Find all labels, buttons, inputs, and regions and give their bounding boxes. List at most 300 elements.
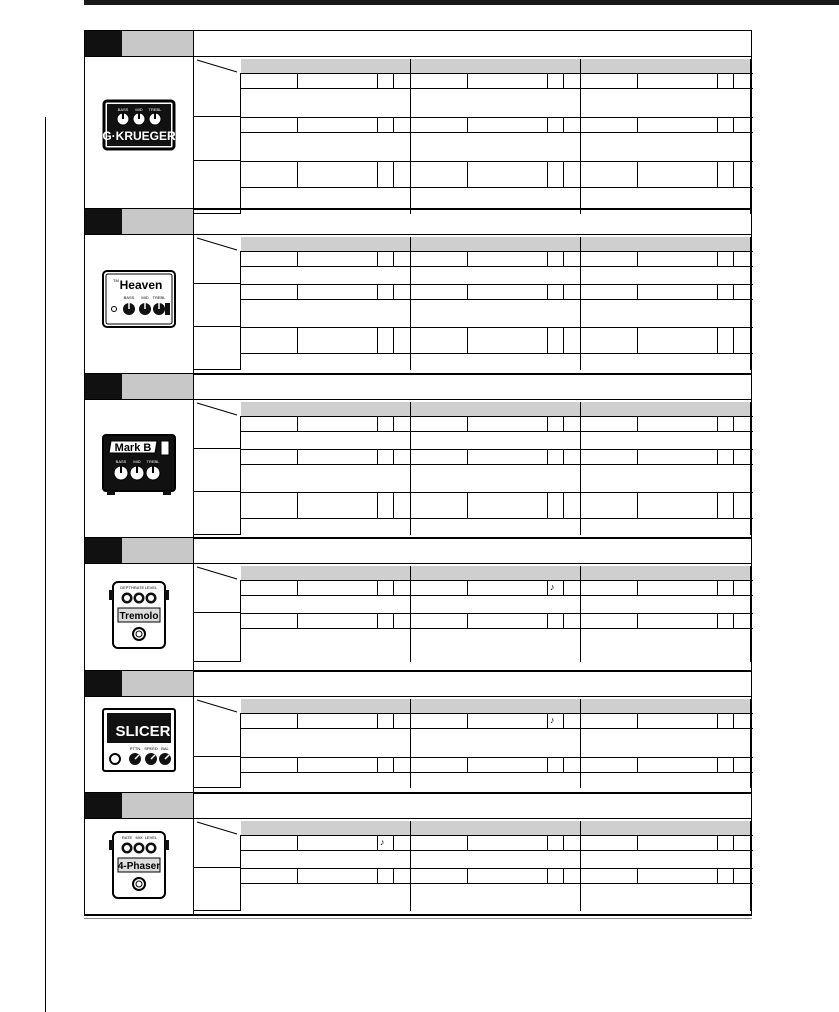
- cell-divider: [733, 492, 734, 518]
- parameter-row-rule: [241, 449, 753, 450]
- cell-divider: [393, 757, 394, 772]
- cell-divider: [377, 580, 378, 595]
- column-header-rule: [241, 73, 753, 74]
- cell-divider: [377, 251, 378, 266]
- cell-divider: [297, 161, 298, 187]
- cell-divider: [297, 757, 298, 772]
- cell-divider: [377, 492, 378, 518]
- cell-divider: [410, 449, 411, 492]
- parameter-row-rule: [241, 492, 753, 493]
- cell-divider: [637, 161, 638, 187]
- cell-divider: [547, 449, 548, 464]
- stompbox-icon: [99, 705, 179, 785]
- cell-divider: [393, 713, 394, 728]
- cell-divider: [467, 327, 468, 353]
- stompbox-icon: [99, 828, 179, 908]
- cell-divider: [393, 449, 394, 464]
- cell-divider: [717, 713, 718, 728]
- parameter-column-header: [241, 402, 411, 416]
- value-row-rule: [241, 518, 753, 519]
- column-header-rule: [241, 580, 753, 581]
- cell-divider: [637, 251, 638, 266]
- svg-text:MID: MID: [133, 459, 141, 464]
- cell-divider: [547, 161, 548, 187]
- cell-divider: [750, 613, 751, 662]
- cell-divider: [547, 835, 548, 850]
- cell-divider: [733, 580, 734, 595]
- cell-divider: [637, 713, 638, 728]
- cell-divider: [580, 868, 581, 911]
- stompbox-icon: [99, 578, 179, 658]
- cell-divider: [410, 327, 411, 370]
- svg-text:DEPTH: DEPTH: [120, 585, 134, 590]
- svg-text:BASS: BASS: [117, 107, 129, 112]
- cell-divider: [393, 580, 394, 595]
- cell-divider: [750, 713, 751, 757]
- cell-divider: [580, 580, 581, 613]
- parameter-row-label: [194, 580, 241, 613]
- value-row-rule: [241, 132, 753, 133]
- effect-image-cell: [85, 564, 194, 671]
- cell-divider: [580, 251, 581, 284]
- cell-divider: [377, 757, 378, 772]
- cell-divider: [750, 492, 751, 535]
- section-header: [85, 209, 751, 235]
- svg-text:MIX: MIX: [135, 835, 143, 840]
- effect-image-cell: [85, 819, 194, 916]
- cell-divider: [547, 73, 548, 88]
- parameter-column-header: [581, 566, 751, 580]
- parameter-column-header: [411, 821, 581, 835]
- cell-divider: [563, 757, 564, 772]
- value-row-rule: [241, 728, 753, 729]
- section-title-box: [122, 671, 194, 696]
- cell-divider: [637, 757, 638, 772]
- section-number-box: [85, 209, 122, 234]
- cell-divider: [547, 713, 548, 728]
- cell-divider: [393, 73, 394, 88]
- cell-divider: [563, 73, 564, 88]
- svg-text:BAL: BAL: [161, 746, 169, 751]
- parameter-column-header: [241, 821, 411, 835]
- cell-divider: [547, 117, 548, 132]
- cell-divider: [733, 117, 734, 132]
- parameter-column-header: [241, 699, 411, 713]
- section-title-box: [122, 209, 194, 234]
- cell-divider: [393, 251, 394, 266]
- cell-divider: [297, 613, 298, 628]
- cell-divider: [717, 868, 718, 883]
- parameter-column-header: [411, 699, 581, 713]
- parameter-row-rule: [241, 327, 753, 328]
- cell-divider: [377, 416, 378, 431]
- cell-divider: [563, 835, 564, 850]
- cell-divider: [393, 868, 394, 883]
- cell-divider: [580, 613, 581, 662]
- cell-divider: [750, 835, 751, 868]
- parameter-column-header: [581, 237, 751, 251]
- cell-divider: [377, 613, 378, 628]
- svg-text:RATE: RATE: [121, 835, 133, 840]
- section-header: [85, 374, 751, 400]
- section-title-box: [122, 374, 194, 399]
- value-row-rule: [241, 595, 753, 596]
- cell-divider: [547, 284, 548, 299]
- cell-divider: [733, 416, 734, 431]
- cell-divider: [733, 835, 734, 850]
- cell-divider: [563, 492, 564, 518]
- cell-divider: [637, 117, 638, 132]
- cell-divider: [563, 161, 564, 187]
- cell-divider: [377, 117, 378, 132]
- cell-divider: [637, 835, 638, 850]
- cell-divider: [410, 251, 411, 284]
- cell-divider: [750, 449, 751, 492]
- parameter-column-header: [411, 237, 581, 251]
- cell-divider: [547, 492, 548, 518]
- cell-divider: [377, 73, 378, 88]
- cell-divider: [297, 492, 298, 518]
- cell-divider: [410, 580, 411, 613]
- svg-text:Tremolo: Tremolo: [119, 611, 159, 622]
- cell-divider: [410, 835, 411, 868]
- cell-divider: [750, 73, 751, 117]
- cell-divider: [297, 251, 298, 266]
- cell-divider: [410, 713, 411, 757]
- parameter-row-label: [194, 835, 241, 868]
- cell-divider: [467, 73, 468, 88]
- cell-divider: [410, 492, 411, 535]
- cell-divider: [717, 327, 718, 353]
- value-row-rule: [241, 353, 753, 354]
- amp-head-icon: [99, 429, 179, 509]
- cell-divider: [297, 580, 298, 595]
- section-number-box: [85, 671, 122, 696]
- cell-divider: [580, 284, 581, 327]
- svg-text:Heaven: Heaven: [119, 278, 163, 292]
- diagonal-corner-cell: [193, 237, 241, 251]
- cell-divider: [637, 868, 638, 883]
- cell-divider: [377, 713, 378, 728]
- effect-section-heaven: [85, 209, 751, 374]
- cell-divider: [637, 449, 638, 464]
- cell-divider: [733, 757, 734, 772]
- cell-divider: [467, 613, 468, 628]
- effect-image-cell: [85, 400, 194, 538]
- parameter-row-label: [194, 117, 241, 161]
- margin-rule: [45, 117, 46, 1012]
- svg-text:SPEED: SPEED: [144, 746, 158, 751]
- bottom-rule: [84, 918, 752, 919]
- cell-divider: [637, 327, 638, 353]
- cell-divider: [563, 284, 564, 299]
- cell-divider: [733, 73, 734, 88]
- cell-divider: [547, 580, 548, 595]
- section-title-box: [122, 538, 194, 563]
- cell-divider: [717, 492, 718, 518]
- parameter-row-rule: [241, 161, 753, 162]
- value-row-rule: [241, 299, 753, 300]
- parameter-row-rule: [241, 868, 753, 869]
- cell-divider: [393, 284, 394, 299]
- parameter-column-header: [411, 566, 581, 580]
- parameter-row-label: [194, 713, 241, 757]
- svg-text:LEVEL: LEVEL: [144, 585, 158, 590]
- cell-divider: [580, 449, 581, 492]
- parameter-column-header: [581, 821, 751, 835]
- parameter-row-label: [194, 449, 241, 492]
- value-row-rule: [241, 464, 753, 465]
- cell-divider: [563, 416, 564, 431]
- cell-divider: [717, 449, 718, 464]
- diagonal-corner-cell: [193, 566, 241, 580]
- cell-divider: [733, 251, 734, 266]
- cell-divider: [410, 284, 411, 327]
- cell-divider: [563, 449, 564, 464]
- svg-text:BASS: BASS: [123, 295, 135, 300]
- cell-divider: [750, 284, 751, 327]
- cell-divider: [467, 251, 468, 266]
- section-header: [85, 31, 751, 57]
- cell-divider: [580, 73, 581, 117]
- svg-text:PTTN: PTTN: [129, 746, 141, 751]
- cell-divider: [717, 835, 718, 850]
- cell-divider: [467, 449, 468, 464]
- cell-divider: [750, 416, 751, 449]
- cell-divider: [563, 251, 564, 266]
- cell-divider: [733, 161, 734, 187]
- cell-divider: [410, 73, 411, 117]
- cell-divider: [297, 868, 298, 883]
- parameter-row-label: [194, 251, 241, 284]
- cell-divider: [467, 492, 468, 518]
- diagonal-corner-cell: [193, 821, 241, 835]
- cell-divider: [467, 117, 468, 132]
- parameter-row-label: [194, 613, 241, 662]
- section-header: [85, 671, 751, 697]
- cell-divider: [377, 327, 378, 353]
- parameter-column-header: [581, 699, 751, 713]
- value-row-rule: [241, 883, 753, 884]
- cell-divider: [467, 868, 468, 883]
- cell-divider: [297, 117, 298, 132]
- svg-text:RATE: RATE: [133, 585, 145, 590]
- value-row-rule: [241, 628, 753, 629]
- svg-text:TM: TM: [113, 278, 119, 283]
- parameter-column-header: [241, 566, 411, 580]
- parameter-row-label: [194, 492, 241, 535]
- cell-divider: [717, 757, 718, 772]
- tempo-sync-note-icon: ♪: [550, 582, 555, 592]
- parameter-row-label: [194, 416, 241, 449]
- effect-image-cell: [85, 697, 194, 793]
- cell-divider: [393, 835, 394, 850]
- cell-divider: [563, 580, 564, 595]
- cell-divider: [717, 251, 718, 266]
- cell-divider: [393, 492, 394, 518]
- column-header-rule: [241, 416, 753, 417]
- effect-section-tremolo: [85, 538, 751, 671]
- cell-divider: [750, 117, 751, 161]
- cell-divider: [717, 416, 718, 431]
- diagonal-corner-cell: [193, 59, 241, 73]
- cell-divider: [377, 835, 378, 850]
- cell-divider: [733, 613, 734, 628]
- tempo-sync-note-icon: ♪: [550, 715, 555, 725]
- value-row-rule: [241, 772, 753, 773]
- cell-divider: [563, 613, 564, 628]
- section-title-box: [122, 31, 194, 56]
- parameter-row-label: [194, 327, 241, 370]
- cell-divider: [393, 327, 394, 353]
- cell-divider: [297, 327, 298, 353]
- parameter-row-label: [194, 73, 241, 117]
- parameter-column-header: [411, 402, 581, 416]
- cell-divider: [637, 73, 638, 88]
- cell-divider: [637, 416, 638, 431]
- amp-head-icon: [99, 265, 179, 345]
- cell-divider: [297, 416, 298, 431]
- cell-divider: [297, 73, 298, 88]
- svg-text:4-Phaser: 4-Phaser: [117, 861, 161, 872]
- svg-text:LEVEL: LEVEL: [144, 835, 158, 840]
- cell-divider: [410, 117, 411, 161]
- effect-section-slicer: [85, 671, 751, 793]
- cell-divider: [733, 868, 734, 883]
- cell-divider: [467, 284, 468, 299]
- cell-divider: [750, 868, 751, 911]
- section-number-box: [85, 793, 122, 818]
- cell-divider: [467, 580, 468, 595]
- cell-divider: [377, 284, 378, 299]
- cell-divider: [580, 713, 581, 757]
- svg-text:TREBL: TREBL: [152, 295, 166, 300]
- cell-divider: [580, 492, 581, 535]
- cell-divider: [377, 868, 378, 883]
- section-number-box: [85, 31, 122, 56]
- svg-text:G·KRUEGER: G·KRUEGER: [102, 129, 176, 143]
- cell-divider: [717, 580, 718, 595]
- parameter-column-header: [241, 237, 411, 251]
- cell-divider: [637, 613, 638, 628]
- cell-divider: [393, 613, 394, 628]
- amp-head-icon: [99, 93, 179, 173]
- value-row-rule: [241, 187, 753, 188]
- parameter-row-label: [194, 757, 241, 788]
- cell-divider: [637, 492, 638, 518]
- cell-divider: [580, 327, 581, 370]
- parameter-row-label: [194, 161, 241, 214]
- svg-text:MID: MID: [135, 107, 143, 112]
- cell-divider: [297, 449, 298, 464]
- svg-text:TREBL: TREBL: [146, 459, 160, 464]
- cell-divider: [467, 757, 468, 772]
- svg-text:TREBL: TREBL: [148, 107, 162, 112]
- value-row-rule: [241, 88, 753, 89]
- section-header: [85, 793, 751, 819]
- cell-divider: [393, 117, 394, 132]
- cell-divider: [733, 713, 734, 728]
- cell-divider: [580, 416, 581, 449]
- parameter-column-header: [241, 59, 411, 73]
- cell-divider: [297, 713, 298, 728]
- section-title-box: [122, 793, 194, 818]
- cell-divider: [580, 117, 581, 161]
- cell-divider: [580, 835, 581, 868]
- cell-divider: [733, 449, 734, 464]
- cell-divider: [467, 835, 468, 850]
- cell-divider: [377, 161, 378, 187]
- cell-divider: [467, 161, 468, 187]
- cell-divider: [297, 835, 298, 850]
- cell-divider: [717, 284, 718, 299]
- svg-text:BASS: BASS: [115, 459, 127, 464]
- section-number-box: [85, 538, 122, 563]
- effect-section-phaser: [85, 793, 751, 916]
- parameter-row-label: [194, 284, 241, 327]
- parameter-row-rule: [241, 117, 753, 118]
- effect-section-markb: [85, 374, 751, 538]
- cell-divider: [410, 613, 411, 662]
- svg-text:MID: MID: [141, 295, 149, 300]
- cell-divider: [717, 117, 718, 132]
- cell-divider: [393, 161, 394, 187]
- tempo-sync-note-icon: ♪: [380, 837, 385, 847]
- value-row-rule: [241, 266, 753, 267]
- cell-divider: [733, 284, 734, 299]
- parameter-column-header: [581, 59, 751, 73]
- cell-divider: [563, 117, 564, 132]
- parameter-row-rule: [241, 284, 753, 285]
- section-header: [85, 538, 751, 564]
- effects-table: [84, 30, 752, 916]
- cell-divider: [467, 713, 468, 728]
- svg-text:Mark B: Mark B: [114, 442, 152, 454]
- cell-divider: [547, 251, 548, 266]
- cell-divider: [410, 868, 411, 911]
- parameter-row-label: [194, 868, 241, 911]
- column-header-rule: [241, 251, 753, 252]
- effect-image-cell: [85, 235, 194, 374]
- cell-divider: [377, 449, 378, 464]
- cell-divider: [547, 757, 548, 772]
- parameter-column-header: [411, 59, 581, 73]
- diagonal-corner-cell: [193, 402, 241, 416]
- cell-divider: [750, 251, 751, 284]
- cell-divider: [637, 284, 638, 299]
- cell-divider: [547, 868, 548, 883]
- cell-divider: [393, 416, 394, 431]
- cell-divider: [717, 161, 718, 187]
- parameter-row-rule: [241, 757, 753, 758]
- cell-divider: [467, 416, 468, 431]
- effect-section-gkrueger: [85, 31, 751, 209]
- cell-divider: [733, 327, 734, 353]
- column-header-rule: [241, 835, 753, 836]
- cell-divider: [563, 713, 564, 728]
- cell-divider: [750, 580, 751, 613]
- cell-divider: [637, 580, 638, 595]
- cell-divider: [410, 416, 411, 449]
- column-header-rule: [241, 713, 753, 714]
- cell-divider: [563, 868, 564, 883]
- section-number-box: [85, 374, 122, 399]
- cell-divider: [547, 327, 548, 353]
- cell-divider: [297, 284, 298, 299]
- top-bar: [84, 0, 839, 5]
- cell-divider: [750, 327, 751, 370]
- cell-divider: [547, 613, 548, 628]
